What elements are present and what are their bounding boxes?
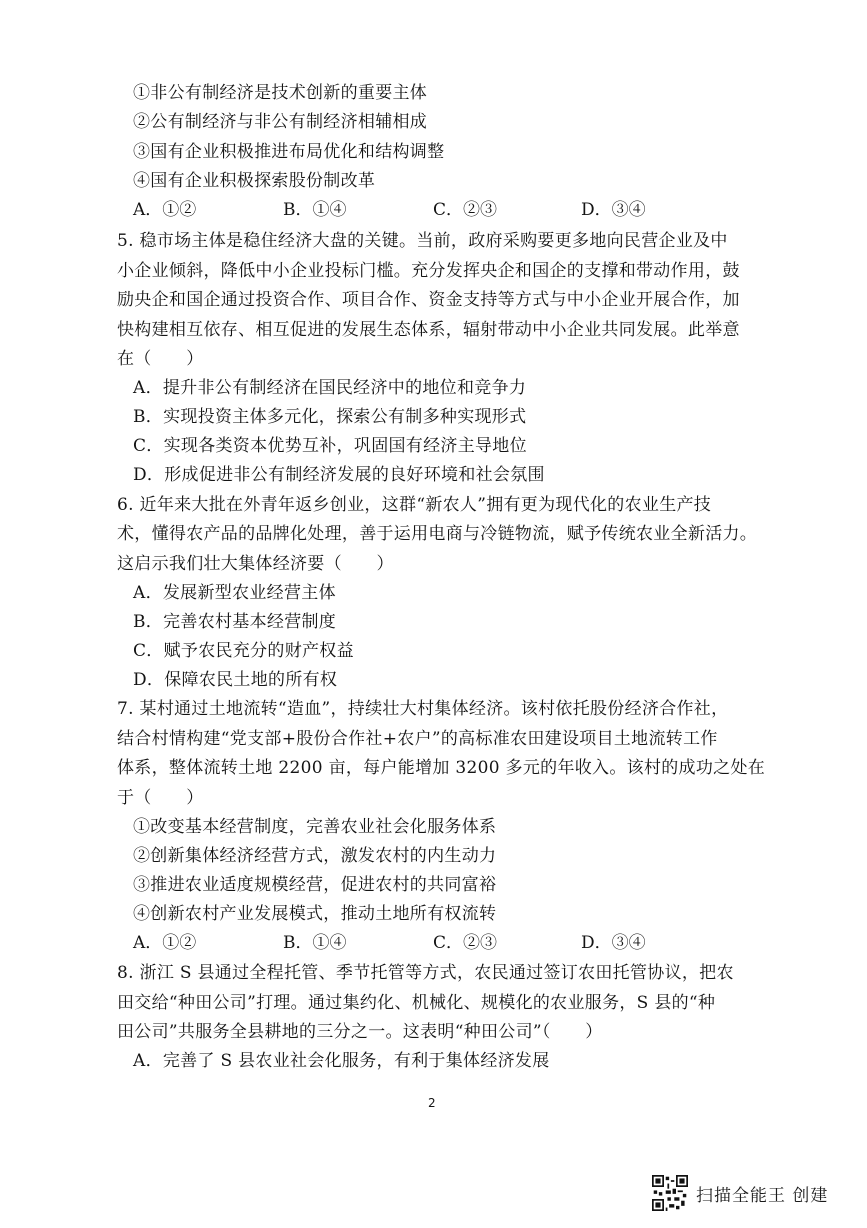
q-prev-choice-a: A．①②	[133, 200, 197, 220]
q5-option-a: A．提升非公有制经济在国民经济中的地位和竞争力	[133, 378, 527, 398]
q5-stem-line-2: 小企业倾斜，降低中小企业投标门槛。充分发挥央企和国企的支撑和带动作用，鼓	[117, 261, 740, 281]
q7-stem-line-1: 7. 某村通过土地流转“造血”，持续壮大村集体经济。该村依托股份经济合作社，	[117, 699, 729, 719]
q-prev-item-1: ①非公有制经济是技术创新的重要主体	[133, 83, 428, 103]
q7-stem-line-3: 体系，整体流转土地 2200 亩，每户能增加 3200 多元的年收入。该村的成功之处在	[117, 758, 766, 778]
q-prev-choice-d: D．③④	[581, 200, 646, 220]
q5-option-b: B．实现投资主体多元化，探索公有制多种实现形式	[133, 407, 527, 427]
q8-stem-line-3: 田公司”共服务全县耕地的三分之一。这表明“种田公司”（ ）	[117, 1022, 603, 1042]
q7-choice-c: C．②③	[433, 933, 498, 953]
watermark-text: 扫描全能王 创建	[696, 1185, 829, 1206]
q7-item-1: ①改变基本经营制度，完善农业社会化服务体系	[133, 817, 497, 837]
q7-item-4: ④创新农村产业发展模式，推动土地所有权流转	[133, 904, 497, 924]
q7-stem-line-4: 于（ ）	[117, 788, 204, 808]
q8-stem-line-1: 8. 浙江 S 县通过全程托管、季节托管等方式，农民通过签订农田托管协议，把农	[117, 963, 734, 983]
q5-stem-line-4: 快构建相互依存、相互促进的发展生态体系，辐射带动中小企业共同发展。此举意	[117, 320, 740, 340]
q6-option-a: A．发展新型农业经营主体	[133, 583, 336, 603]
qr-code-icon	[652, 1175, 688, 1211]
q6-stem-line-1: 6. 近年来大批在外青年返乡创业，这群“新农人”拥有更为现代化的农业生产技	[117, 495, 712, 515]
q7-item-3: ③推进农业适度规模经营，促进农村的共同富裕	[133, 875, 497, 895]
q5-stem-line-5: 在（ ）	[117, 349, 204, 369]
page-number: 2	[428, 1096, 436, 1110]
q5-stem-line-3: 励央企和国企通过投资合作、项目合作、资金支持等方式与中小企业开展合作，加	[117, 290, 740, 310]
q5-stem-line-1: 5. 稳市场主体是稳住经济大盘的关键。当前，政府采购要更多地向民营企业及中	[117, 231, 728, 251]
q6-stem-line-3: 这启示我们壮大集体经济要（ ）	[117, 554, 394, 574]
q5-option-d: D．形成促进非公有制经济发展的良好环境和社会氛围	[133, 465, 545, 485]
q-prev-choice-c: C．②③	[433, 200, 498, 220]
q7-choice-b: B．①④	[283, 933, 347, 953]
q7-choice-a: A．①②	[133, 933, 197, 953]
q7-item-2: ②创新集体经济经营方式，激发农村的内生动力	[133, 846, 497, 866]
q8-stem-line-2: 田交给“种田公司”打理。通过集约化、机械化、规模化的农业服务，S 县的“种	[117, 993, 716, 1013]
q-prev-item-2: ②公有制经济与非公有制经济相辅相成	[133, 112, 428, 132]
q5-option-c: C．实现各类资本优势互补，巩固国有经济主导地位	[133, 436, 527, 456]
q8-option-a: A．完善了 S 县农业社会化服务，有利于集体经济发展	[133, 1051, 550, 1071]
q7-stem-line-2: 结合村情构建“党支部+股份合作社+农户”的高标准农田建设项目土地流转工作	[117, 729, 718, 749]
q-prev-item-4: ④国有企业积极探索股份制改革	[133, 171, 376, 191]
q6-option-b: B．完善农村基本经营制度	[133, 612, 337, 632]
q6-stem-line-2: 术，懂得农产品的品牌化处理，善于运用电商与冷链物流，赋予传统农业全新活力。	[117, 524, 758, 544]
q-prev-item-3: ③国有企业积极推进布局优化和结构调整	[133, 142, 445, 162]
scanner-watermark	[652, 1175, 828, 1211]
q6-option-c: C．赋予农民充分的财产权益	[133, 641, 354, 661]
q-prev-choice-b: B．①④	[283, 200, 347, 220]
q7-choice-d: D．③④	[581, 933, 646, 953]
q6-option-d: D．保障农民土地的所有权	[133, 670, 338, 690]
